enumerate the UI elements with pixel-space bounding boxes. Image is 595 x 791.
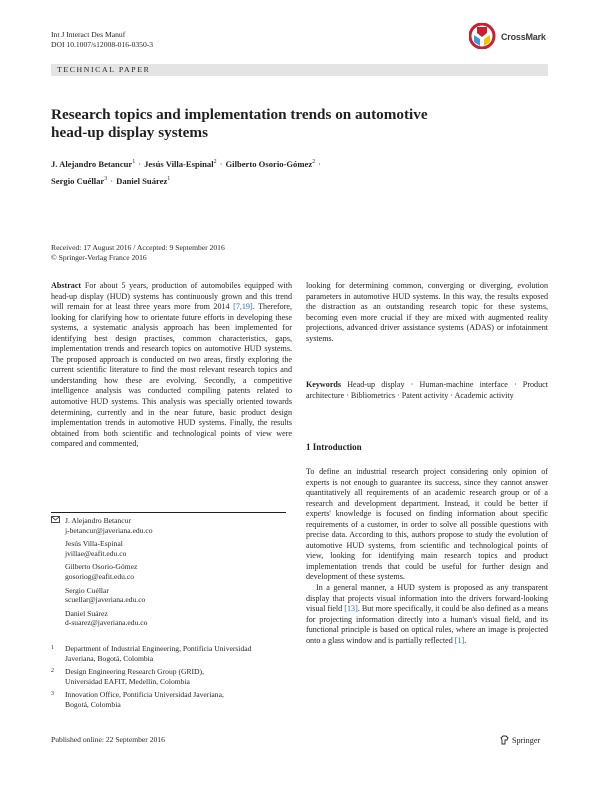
contact-name: Gilberto Osorio-Gómez: [65, 562, 138, 572]
introduction-body: [306, 467, 548, 646]
doi[interactable]: DOI 10.1007/s12008-016-0350-3: [51, 39, 154, 49]
published-online: Published online: 22 September 2016: [51, 735, 165, 744]
affiliation-line: Design Engineering Research Group (GRID),: [65, 667, 204, 677]
contact-email[interactable]: gosoriog@eafit.edu.co: [65, 571, 134, 581]
citation-link[interactable]: [1]: [454, 635, 465, 645]
abstract-text: looking for determining common, converging or diverging, evolution parameters in automotive HUD systems. In this way, the results exposed the distraction as an outstanding research topic for these systems, becoming even more crucial if they are mixed with augmented reality projections, advanced driver assistance systems (ADAS) or infotainment systems.: [306, 281, 548, 343]
paragraph-text: In a general manner, a HUD system is proposed as any transparent display that projects visual information into the drivers forward-looking visual field: [306, 583, 548, 614]
contact-entry: [51, 516, 291, 535]
journal-name: Int J Interact Des Manuf: [51, 30, 126, 39]
paragraph-text: .: [464, 635, 467, 645]
keywords: [306, 380, 548, 401]
abstract-label: Abstract: [51, 281, 82, 290]
contact-name: J. Alejandro Betancur: [65, 516, 132, 525]
author-name: Sergio Cuéllar: [51, 175, 105, 186]
affiliation-number: 3: [51, 691, 54, 698]
footnote-divider: [51, 512, 286, 513]
received-accepted: Received: 17 August 2016 / Accepted: 9 September 2016: [51, 243, 225, 252]
abstract-continued: [306, 281, 548, 344]
author-affil-sup: 2: [213, 159, 217, 165]
paper-title: [51, 106, 471, 142]
section-heading: 1 Introduction: [306, 442, 362, 452]
abstract-text: . Therefore, looking for clarifying how to orientate future efforts in developing these systems, a systematic analysis approach has been implemented for identifying best design practises, common characteristics, gaps, implementation trends and research topics on automotive HUD systems. The proposed approach is conducted on two areas, firstly exploring the current scientific literature to find the most relevant research topics and understanding how these are evolving. Secondly, a competitive intelligence analysis was conducted compiling patents related to automotive HUD systems. This analysis was specially oriented towards determining, currently and in the near future, basic product design implementation trends in automotive HUD systems. Finally, the results obtained from both scientific and technological points of view were compared and commented,: [51, 302, 293, 449]
affiliation-line: Javeriana, Bogotá, Colombia: [65, 653, 154, 663]
citation-link[interactable]: [7,19]: [233, 302, 253, 312]
section-label: TECHNICAL PAPER: [57, 65, 151, 74]
title-line-2: head-up display systems: [51, 124, 208, 141]
affiliation-number: 1: [51, 645, 54, 651]
keywords-label: Keywords: [306, 380, 342, 389]
contact-entry: [51, 586, 291, 605]
contact-email[interactable]: jvillae@eafit.edu.co: [65, 548, 127, 558]
contact-name: Jesús Villa-Espinal: [65, 539, 123, 549]
crossmark-label: CrossMark: [501, 32, 546, 42]
contact-email[interactable]: scuellar@javeriana.edu.co: [65, 595, 146, 605]
author-contacts: [51, 516, 291, 632]
author-name: Daniel Suárez: [116, 175, 168, 186]
contact-entry: [51, 562, 291, 581]
envelope-icon: [51, 516, 60, 526]
contact-name: Sergio Cuéllar: [65, 585, 109, 595]
journal-header: [51, 30, 153, 49]
author-name: Gilberto Osorio-Gómez: [225, 158, 313, 169]
author-name: Jesús Villa-Espinal: [144, 158, 214, 169]
affiliation-entry: [51, 644, 291, 663]
affiliation-line: Innovation Office, Pontificia Universidad Javeriana,: [65, 690, 224, 700]
paragraph: To define an industrial research project considering only opinion of experts is not enough to guarantee its success, since they cannot answer quantitatively all requirements of an academic research group or of a research and development department. Instead, it could be better if experts' knowledge is focused on finding information about specific requirements of a customer, in order to solve all possible questions with precise data. According to this, authors propose to study the evolution of automotive HUD systems, from scientific and technological points of view, looking for identifying main research topics and product implementation trends that could be useful for further design and development of these systems.: [306, 467, 548, 582]
abstract: [51, 281, 292, 450]
author-affil-sup: 2: [312, 159, 316, 165]
affiliation-entry: [51, 667, 291, 686]
affiliation-entry: [51, 690, 291, 709]
title-line-1: Research topics and implementation trends on automotive: [51, 106, 428, 123]
contact-name: Daniel Suárez: [65, 608, 108, 618]
keywords-text: Head-up display · Human-machine interface · Product architecture · Bibliometrics · Patent activity · Academic activity: [306, 380, 548, 400]
author-affil-sup: 1: [132, 159, 136, 165]
citation-link[interactable]: [13]: [344, 604, 358, 614]
copyright: © Springer-Verlag France 2016: [51, 252, 147, 262]
paragraph-text: . But more specifically, it could be also defined as a means for projecting information directly into a human's visual field, and its functional principle is based on optical rules, where an image is projected onto a glass window and is partially reflected: [306, 604, 549, 645]
publication-dates: [51, 243, 225, 262]
abstract-text: For about 5 years, production of automobiles equipped with head-up display (HUD) systems has continuously grown and this trend will remain for at least three years more from 2014: [51, 281, 292, 312]
contact-email[interactable]: d-suarez@javeriana.edu.co: [65, 618, 148, 628]
affiliation-number: 2: [51, 668, 54, 675]
author-list: J. Alejandro Betancur$^1$ · Jesús Villa-Espinal$^2$ · Gilberto Osorio-Gómez$^2$ · Sergio Cuéllar$^3$ · Daniel Suárez$^1$: [51, 158, 322, 186]
affiliation-line: Bogotá, Colombia: [65, 699, 121, 709]
affiliation-line: Department of Industrial Engineering, Pontificia Universidad: [65, 644, 252, 653]
crossmark-icon: [469, 23, 497, 49]
contact-entry: [51, 539, 291, 558]
paragraph: [306, 583, 548, 646]
affiliations: [51, 644, 291, 714]
contact-entry: [51, 609, 291, 628]
publisher-name: Springer: [512, 736, 541, 745]
author-affil-sup: 1: [167, 175, 171, 182]
affiliation-line: Universidad EAFIT, Medellín, Colombia: [65, 676, 190, 686]
publisher-footer: [500, 735, 540, 747]
springer-horse-icon: [500, 735, 509, 747]
contact-email[interactable]: j-betancur@javeriana.edu.co: [65, 525, 153, 535]
author-name: J. Alejandro Betancur: [51, 158, 133, 169]
crossmark-badge[interactable]: [469, 23, 559, 49]
author-affil-sup: 3: [104, 175, 108, 182]
